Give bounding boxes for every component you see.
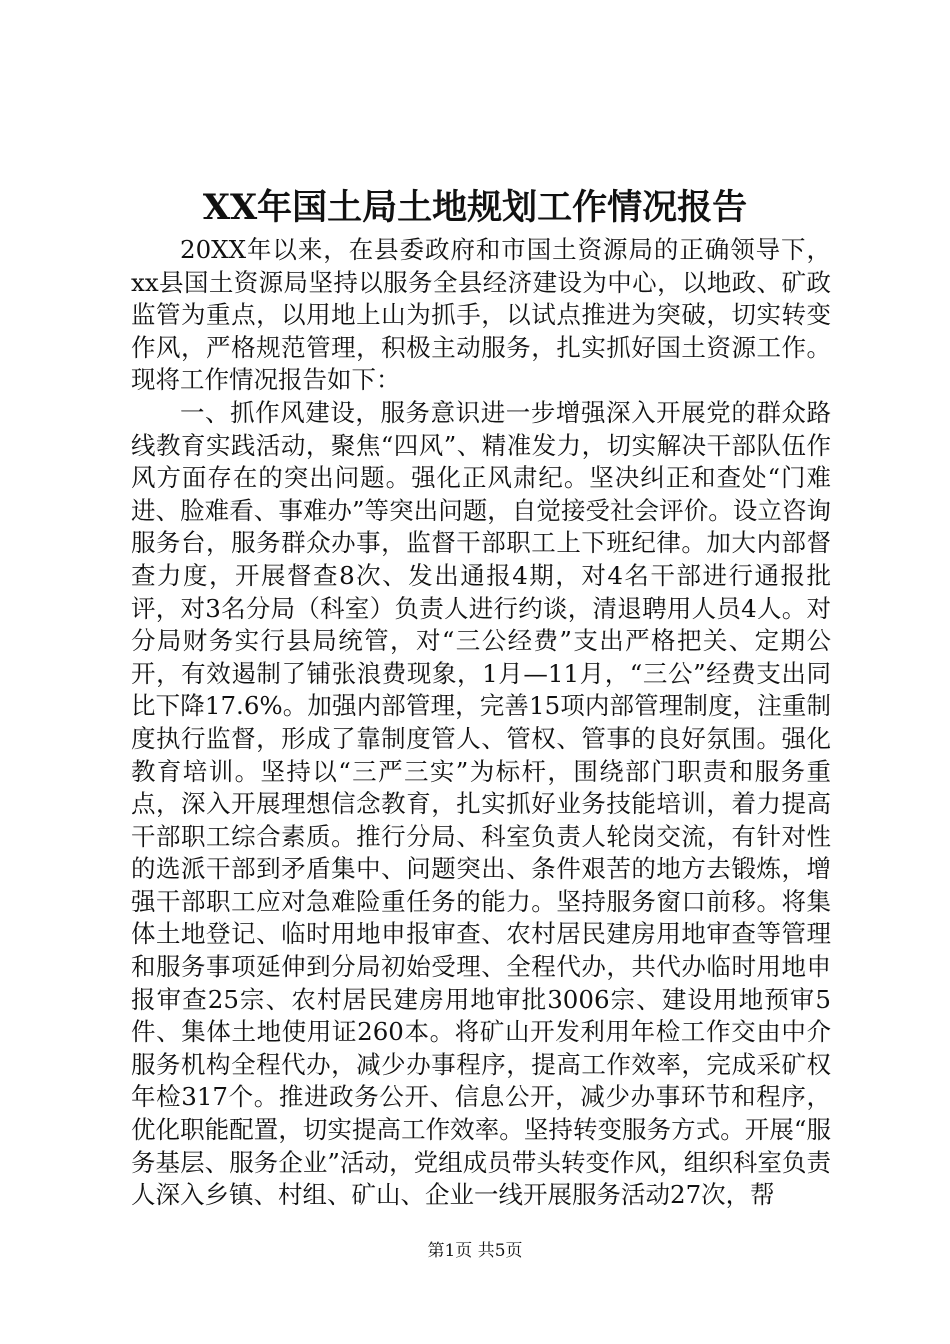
section-one-paragraph: 一、抓作风建设，服务意识进一步增强深入开展党的群众路线教育实践活动，聚焦“四风”、精准发力，切实解决干部队伍作风方面存在的突出问题。强化正风肃纪。坚决纠正和查处“门难进、脸难看、事难办”等突出问题，自觉接受社会评价。设立咨询服务台，服务群众办事，监督干部职工上下班纪律。加大内部督查力度，开展督查8次、发出通报4期，对4名干部进行通报批评，对3名分局（科室）负责人进行约谈，清退聘用人员4人。对分局财务实行县局统管，对“三公经费”支出严格把关、定期公开，有效遏制了铺张浪费现象，1月—11月，“三公”经费支出同比下降17.6%。加强内部管理，完善15项内部管理制度，注重制度执行监督，形成了靠制度管人、管权、管事的良好氛围。强化教育培训。坚持以“三严三实”为标杆，围绕部门职责和服务重点，深入开展理想信念教育，扎实抓好业务技能培训，着力提高干部职工综合素质。推行分局、科室负责人轮岗交流，有针对性的选派干部到矛盾集中、问题突出、条件艰苦的地方去锻炼，增强干部职工应对急难险重任务的能力。坚持服务窗口前移。将集体土地登记、临时用地申报审查、农村居民建房用地审查等管理和服务事项延伸到分局初始受理、全程代办，共代办临时用地申报审查25宗、农村居民建房用地审批3006宗、建设用地预审5件、集体土地使用证260本。将矿山开发利用年检工作交由中介服务机构全程代办，减少办事程序，提高工作效率，完成采矿权年检317个。推进政务公开、信息公开，减少办事环节和程序，优化职能配置，切实提高工作效率。坚持转变服务方式。开展“服务基层、服务企业”活动，党组成员带头转变作风，组织科室负责人深入乡镇、村组、矿山、企业一线开展服务活动27次，帮 bbox=[131, 397, 831, 1210]
document-title: XX年国土局土地规划工作情况报告 bbox=[202, 187, 748, 228]
intro-paragraph: 20XX年以来，在县委政府和市国土资源局的正确领导下，xx县国土资源局坚持以服务全县经济建设为中心，以地政、矿政监管为重点，以用地上山为抓手，以试点推进为突破，切实转变作风，严格规范管理，积极主动服务，扎实抓好国土资源工作。现将工作情况报告如下： bbox=[131, 235, 831, 395]
document-body bbox=[131, 234, 831, 1212]
page-footer: 第1页 共5页 bbox=[427, 1241, 523, 1261]
